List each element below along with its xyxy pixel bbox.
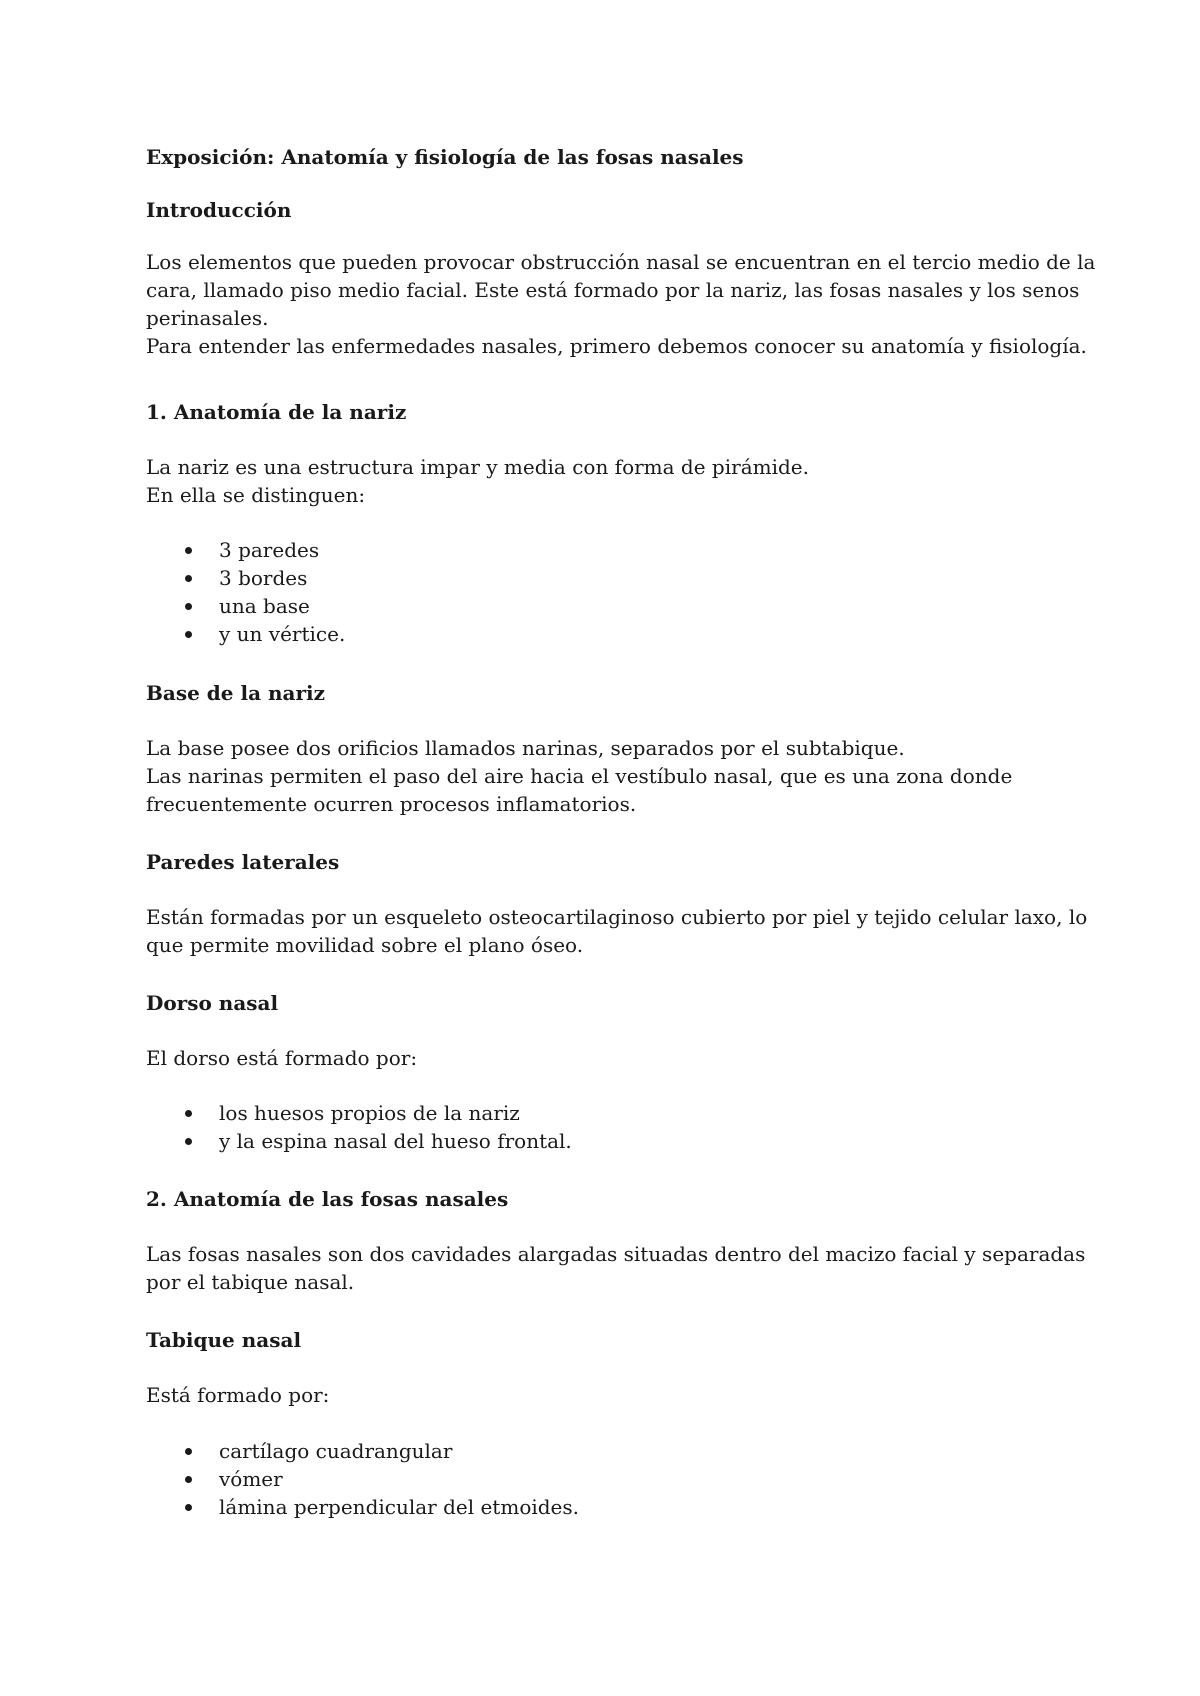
heading-base-nariz: Base de la nariz bbox=[146, 681, 325, 705]
paragraph-anatomia-fosas bbox=[146, 1240, 1086, 1296]
list-item-text: y un vértice. bbox=[219, 622, 346, 646]
list-item bbox=[146, 1127, 572, 1155]
text-line: En ella se distinguen: bbox=[146, 483, 366, 507]
text-line: La nariz es una estructura impar y media con forma de pirámide. bbox=[146, 455, 809, 479]
list-item-text: 3 bordes bbox=[219, 566, 308, 590]
list-tabique-nasal bbox=[146, 1437, 579, 1521]
text-line: Las narinas permiten el paso del aire hacia el vestíbulo nasal, que es una zona donde bbox=[146, 764, 1013, 788]
text-line: frecuentemente ocurren procesos inflamatorios. bbox=[146, 792, 637, 816]
heading-anatomia-nariz: 1. Anatomía de la nariz bbox=[146, 400, 407, 424]
text-line: El dorso está formado por: bbox=[146, 1046, 418, 1070]
text-line: Los elementos que pueden provocar obstrucción nasal se encuentran en el tercio medio de la bbox=[146, 250, 1096, 274]
list-item bbox=[146, 1437, 579, 1465]
text-line: perinasales. bbox=[146, 306, 269, 330]
heading-introduccion: Introducción bbox=[146, 198, 292, 222]
bullet-icon bbox=[185, 631, 192, 638]
list-item-text: vómer bbox=[219, 1467, 283, 1491]
list-item bbox=[146, 1493, 579, 1521]
list-item bbox=[146, 564, 345, 592]
heading-tabique-nasal: Tabique nasal bbox=[146, 1328, 302, 1352]
text-line: que permite movilidad sobre el plano óseo. bbox=[146, 933, 584, 957]
list-partes-nariz bbox=[146, 536, 345, 648]
list-item bbox=[146, 620, 345, 648]
list-item bbox=[146, 536, 345, 564]
list-item-text: una base bbox=[219, 594, 310, 618]
bullet-icon bbox=[185, 575, 192, 582]
list-item-text: 3 paredes bbox=[219, 538, 320, 562]
bullet-icon bbox=[185, 1448, 192, 1455]
bullet-icon bbox=[185, 1504, 192, 1511]
list-item-text: los huesos propios de la nariz bbox=[219, 1101, 520, 1125]
heading-paredes-laterales: Paredes laterales bbox=[146, 850, 340, 874]
paragraph-paredes-laterales bbox=[146, 903, 1088, 959]
list-item bbox=[146, 592, 345, 620]
list-dorso-nasal bbox=[146, 1099, 572, 1155]
list-item-text: cartílago cuadrangular bbox=[219, 1439, 453, 1463]
list-item bbox=[146, 1099, 572, 1127]
text-line: La base posee dos orificios llamados narinas, separados por el subtabique. bbox=[146, 736, 905, 760]
list-item-text: lámina perpendicular del etmoides. bbox=[219, 1495, 580, 1519]
paragraph-dorso-nasal bbox=[146, 1044, 1066, 1072]
text-line: Para entender las enfermedades nasales, primero debemos conocer su anatomía y fisiología. bbox=[146, 334, 1087, 358]
paragraph-anatomia-nariz bbox=[146, 453, 1066, 509]
document-page bbox=[146, 0, 1096, 1696]
bullet-icon bbox=[185, 547, 192, 554]
paragraph-base-nariz bbox=[146, 734, 1066, 818]
list-item bbox=[146, 1465, 579, 1493]
text-line: Están formadas por un esqueleto osteocartilaginoso cubierto por piel y tejido celular laxo, lo bbox=[146, 905, 1088, 929]
document-title: Exposición: Anatomía y fisiología de las fosas nasales bbox=[146, 145, 744, 169]
text-line: cara, llamado piso medio facial. Este está formado por la nariz, las fosas nasales y los senos bbox=[146, 278, 1080, 302]
bullet-icon bbox=[185, 1110, 192, 1117]
heading-dorso-nasal: Dorso nasal bbox=[146, 991, 279, 1015]
bullet-icon bbox=[185, 603, 192, 610]
bullet-icon bbox=[185, 1138, 192, 1145]
paragraph-introduccion bbox=[146, 248, 1096, 360]
heading-anatomia-fosas: 2. Anatomía de las fosas nasales bbox=[146, 1187, 509, 1211]
paragraph-tabique-nasal bbox=[146, 1381, 1066, 1409]
bullet-icon bbox=[185, 1476, 192, 1483]
text-line: Las fosas nasales son dos cavidades alargadas situadas dentro del macizo facial y separadas bbox=[146, 1242, 1086, 1266]
list-item-text: y la espina nasal del hueso frontal. bbox=[219, 1129, 572, 1153]
text-line: Está formado por: bbox=[146, 1383, 330, 1407]
text-line: por el tabique nasal. bbox=[146, 1270, 355, 1294]
